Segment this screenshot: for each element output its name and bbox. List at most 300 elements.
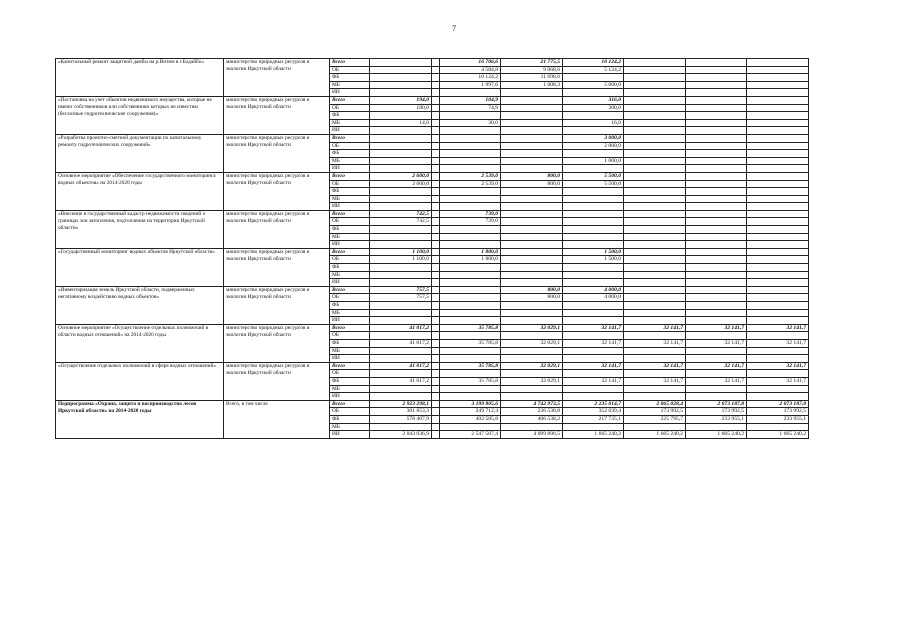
funding-source: Всего: [330, 248, 370, 256]
amount-cell: [747, 370, 809, 378]
amount-cell: [686, 279, 747, 287]
amount-cell: [370, 165, 432, 173]
amount-cell: [747, 302, 809, 310]
amount-cell: 35 785,8: [440, 324, 501, 332]
amount-cell: [501, 385, 563, 393]
amount-cell: [624, 104, 686, 112]
amount-cell: [747, 423, 809, 431]
amount-cell: [440, 317, 501, 325]
amount-cell: [624, 370, 686, 378]
amount-cell: [624, 59, 686, 67]
funding-table: [55, 58, 809, 439]
measure-name: «Капитальный ремонт защитной дамбы на р.Витим в г.Бодайбо»: [56, 59, 224, 97]
amount-cell: [686, 302, 747, 310]
amount-cell: [686, 226, 747, 234]
amount-cell: 2 073 187,8: [747, 400, 809, 408]
amount-cell: 2 235 014,7: [563, 400, 624, 408]
amount-cell: [501, 256, 563, 264]
funding-source: ОБ: [330, 332, 370, 340]
amount-cell: 5 500,0: [563, 180, 624, 188]
amount-cell: 32 141,7: [686, 377, 747, 385]
amount-cell: 41 017,2: [370, 324, 432, 332]
amount-cell: [370, 271, 432, 279]
amount-cell: [624, 188, 686, 196]
amount-cell: [563, 271, 624, 279]
amount-cell: [747, 96, 809, 104]
amount-cell: [747, 355, 809, 363]
amount-cell: 406 538,2: [501, 415, 563, 423]
amount-cell: 30,0: [440, 119, 501, 127]
amount-cell: [432, 134, 440, 142]
amount-cell: [686, 74, 747, 82]
amount-cell: [747, 89, 809, 97]
amount-cell: [370, 233, 432, 241]
amount-cell: [432, 112, 440, 120]
amount-cell: [686, 150, 747, 158]
amount-cell: 2 065 028,4: [624, 400, 686, 408]
amount-cell: [440, 423, 501, 431]
amount-cell: [370, 309, 432, 317]
amount-cell: [501, 165, 563, 173]
amount-cell: [432, 400, 440, 408]
amount-cell: [686, 188, 747, 196]
amount-cell: [624, 309, 686, 317]
amount-cell: 32 141,7: [624, 362, 686, 370]
table-row: [56, 400, 809, 408]
amount-cell: [563, 241, 624, 249]
amount-cell: [686, 180, 747, 188]
measure-name: «Инвентаризация земель Иркутской области, подверженных негативному воздействию водных объектов»: [56, 286, 224, 324]
amount-cell: [747, 59, 809, 67]
amount-cell: [624, 271, 686, 279]
funding-source: ФБ: [330, 415, 370, 423]
amount-cell: [624, 393, 686, 401]
amount-cell: [440, 393, 501, 401]
amount-cell: [501, 195, 563, 203]
amount-cell: [432, 423, 440, 431]
amount-cell: 32 141,7: [563, 324, 624, 332]
executor-name: министерство природных ресурсов и экологии Иркутской области: [224, 59, 330, 97]
amount-cell: [747, 66, 809, 74]
amount-cell: 1 100,0: [370, 248, 432, 256]
amount-cell: [432, 59, 440, 67]
funding-source: ИИ: [330, 393, 370, 401]
funding-source: ИИ: [330, 431, 370, 439]
executor-name: министерство природных ресурсов и экологии Иркутской области: [224, 324, 330, 362]
amount-cell: [686, 119, 747, 127]
amount-cell: 35 785,8: [440, 362, 501, 370]
funding-source: МБ: [330, 233, 370, 241]
amount-cell: [686, 317, 747, 325]
amount-cell: [432, 248, 440, 256]
funding-source: МБ: [330, 119, 370, 127]
amount-cell: 41 017,2: [370, 377, 432, 385]
amount-cell: [686, 241, 747, 249]
amount-cell: [747, 119, 809, 127]
amount-cell: 2 547 507,4: [440, 431, 501, 439]
amount-cell: [440, 241, 501, 249]
amount-cell: 301 853,3: [370, 408, 432, 416]
amount-cell: [686, 172, 747, 180]
amount-cell: [370, 279, 432, 287]
amount-cell: [370, 66, 432, 74]
amount-cell: 4 099 896,5: [501, 431, 563, 439]
amount-cell: [432, 74, 440, 82]
amount-cell: [624, 355, 686, 363]
amount-cell: [686, 112, 747, 120]
measure-name: Основное мероприятие «Осуществление отдельных полномочий в области водных отношений» на 2014-2020 годы: [56, 324, 224, 362]
amount-cell: [624, 302, 686, 310]
amount-cell: [440, 302, 501, 310]
amount-cell: [686, 96, 747, 104]
amount-cell: [440, 188, 501, 196]
amount-cell: [686, 248, 747, 256]
amount-cell: [501, 112, 563, 120]
measure-name: «Разработка проектно-сметной документации по капитальному ремонту гидротехнических сооружений»: [56, 134, 224, 172]
amount-cell: 2 923 298,1: [370, 400, 432, 408]
amount-cell: [440, 226, 501, 234]
amount-cell: [432, 172, 440, 180]
amount-cell: [624, 226, 686, 234]
amount-cell: 1 100,0: [370, 256, 432, 264]
funding-source: ФБ: [330, 264, 370, 272]
amount-cell: [624, 248, 686, 256]
amount-cell: [624, 218, 686, 226]
amount-cell: [432, 355, 440, 363]
amount-cell: [501, 370, 563, 378]
amount-cell: 2 073 187,8: [686, 400, 747, 408]
amount-cell: 2 539,0: [440, 172, 501, 180]
amount-cell: [624, 256, 686, 264]
amount-cell: 249 712,4: [440, 408, 501, 416]
amount-cell: [686, 66, 747, 74]
amount-cell: [624, 279, 686, 287]
funding-source: ФБ: [330, 226, 370, 234]
amount-cell: [432, 408, 440, 416]
amount-cell: [624, 423, 686, 431]
amount-cell: 1 665 240,2: [563, 431, 624, 439]
amount-cell: [370, 74, 432, 82]
amount-cell: 800,0: [501, 294, 563, 302]
table-row: [56, 172, 809, 180]
amount-cell: 10 124,2: [563, 59, 624, 67]
amount-cell: [747, 248, 809, 256]
amount-cell: [563, 233, 624, 241]
amount-cell: [440, 332, 501, 340]
amount-cell: [501, 248, 563, 256]
amount-cell: [432, 279, 440, 287]
table-row: [56, 134, 809, 142]
amount-cell: 5 500,0: [563, 172, 624, 180]
amount-cell: [432, 393, 440, 401]
amount-cell: 41 017,2: [370, 362, 432, 370]
amount-cell: [501, 134, 563, 142]
amount-cell: 32 141,7: [624, 339, 686, 347]
amount-cell: [432, 377, 440, 385]
amount-cell: 32 141,7: [686, 362, 747, 370]
amount-cell: [686, 271, 747, 279]
amount-cell: [440, 157, 501, 165]
table-row: [56, 96, 809, 104]
funding-source: ИИ: [330, 127, 370, 135]
amount-cell: [432, 324, 440, 332]
amount-cell: [432, 362, 440, 370]
amount-cell: [432, 302, 440, 310]
amount-cell: 32 141,7: [624, 377, 686, 385]
amount-cell: [432, 264, 440, 272]
amount-cell: [747, 286, 809, 294]
funding-source: Всего: [330, 286, 370, 294]
amount-cell: [432, 233, 440, 241]
table-row: [56, 248, 809, 256]
amount-cell: [432, 157, 440, 165]
amount-cell: [624, 195, 686, 203]
amount-cell: [501, 188, 563, 196]
amount-cell: [747, 210, 809, 218]
amount-cell: [501, 423, 563, 431]
amount-cell: [747, 256, 809, 264]
amount-cell: 225 795,7: [624, 415, 686, 423]
amount-cell: [686, 332, 747, 340]
amount-cell: 5 000,0: [563, 81, 624, 89]
amount-cell: [624, 241, 686, 249]
measure-name: «Постановка на учет объектов недвижимого имущества, которые не имеют собственников или собственники которых не известны (бесхозные гидротехнические сооружения)»: [56, 96, 224, 134]
amount-cell: 74,9: [440, 104, 501, 112]
measure-name: «Внесение в государственный кадастр недвижимости сведений о границах зон затопления, подтопления на территории Иркутской области»: [56, 210, 224, 248]
amount-cell: 11 698,6: [501, 74, 563, 82]
funding-source: ОБ: [330, 180, 370, 188]
funding-source: ИИ: [330, 317, 370, 325]
amount-cell: 739,0: [440, 218, 501, 226]
amount-cell: [370, 332, 432, 340]
amount-cell: [370, 142, 432, 150]
measure-name: Подпрограмма «Охрана, защита и воспроизводство лесов Иркутской области» на 2014-2020 годы: [56, 400, 224, 438]
funding-source: Всего: [330, 134, 370, 142]
amount-cell: [624, 294, 686, 302]
amount-cell: [440, 264, 501, 272]
amount-cell: [686, 309, 747, 317]
amount-cell: [432, 271, 440, 279]
amount-cell: 402 585,8: [440, 415, 501, 423]
amount-cell: 316,0: [563, 96, 624, 104]
amount-cell: [747, 142, 809, 150]
amount-cell: [747, 332, 809, 340]
funding-source: Всего: [330, 59, 370, 67]
amount-cell: [432, 150, 440, 158]
amount-cell: [440, 195, 501, 203]
funding-source: ФБ: [330, 150, 370, 158]
amount-cell: [501, 150, 563, 158]
amount-cell: [747, 385, 809, 393]
amount-cell: 1 008,3: [501, 81, 563, 89]
funding-source: ОБ: [330, 142, 370, 150]
amount-cell: 32 141,7: [624, 324, 686, 332]
table-row: [56, 59, 809, 67]
amount-cell: [563, 210, 624, 218]
amount-cell: [686, 347, 747, 355]
executor-name: министерство природных ресурсов и экологии Иркутской области: [224, 362, 330, 400]
amount-cell: [686, 393, 747, 401]
amount-cell: [686, 157, 747, 165]
amount-cell: 742,5: [370, 210, 432, 218]
amount-cell: [501, 226, 563, 234]
funding-source: Всего: [330, 210, 370, 218]
amount-cell: [370, 241, 432, 249]
executor-name: министерство природных ресурсов и экологии Иркутской области: [224, 286, 330, 324]
amount-cell: 16 706,6: [440, 59, 501, 67]
amount-cell: [501, 89, 563, 97]
amount-cell: [370, 302, 432, 310]
funding-source: ОБ: [330, 294, 370, 302]
amount-cell: 173 992,5: [686, 408, 747, 416]
amount-cell: 10 124,2: [440, 74, 501, 82]
amount-cell: 32 029,1: [501, 362, 563, 370]
amount-cell: 3 000,0: [563, 134, 624, 142]
amount-cell: [370, 317, 432, 325]
amount-cell: [747, 233, 809, 241]
amount-cell: [747, 226, 809, 234]
amount-cell: [432, 332, 440, 340]
executor-name: министерство природных ресурсов и экологии Иркутской области: [224, 210, 330, 248]
amount-cell: [686, 203, 747, 211]
amount-cell: [624, 317, 686, 325]
funding-source: МБ: [330, 385, 370, 393]
amount-cell: [686, 294, 747, 302]
amount-cell: [747, 74, 809, 82]
amount-cell: [563, 355, 624, 363]
amount-cell: [747, 393, 809, 401]
executor-name: министерство природных ресурсов и экологии Иркутской области: [224, 96, 330, 134]
amount-cell: 180,0: [370, 104, 432, 112]
amount-cell: [624, 157, 686, 165]
amount-cell: [501, 142, 563, 150]
amount-cell: [563, 332, 624, 340]
amount-cell: [747, 134, 809, 142]
amount-cell: [370, 150, 432, 158]
amount-cell: [370, 423, 432, 431]
amount-cell: [432, 210, 440, 218]
amount-cell: 41 017,2: [370, 339, 432, 347]
amount-cell: [370, 385, 432, 393]
amount-cell: [624, 264, 686, 272]
amount-cell: [624, 203, 686, 211]
funding-source: ОБ: [330, 66, 370, 74]
measure-name: «Осуществление отдельных полномочий в сфере водных отношений»: [56, 362, 224, 400]
funding-source: ИИ: [330, 203, 370, 211]
amount-cell: [501, 96, 563, 104]
amount-cell: [624, 150, 686, 158]
amount-cell: [370, 195, 432, 203]
funding-source: МБ: [330, 195, 370, 203]
amount-cell: [624, 74, 686, 82]
amount-cell: [747, 112, 809, 120]
page-number: 7: [452, 24, 456, 33]
amount-cell: [686, 134, 747, 142]
amount-cell: [624, 134, 686, 142]
amount-cell: 5 124,2: [563, 66, 624, 74]
amount-cell: [624, 119, 686, 127]
amount-cell: 1 000,0: [563, 157, 624, 165]
amount-cell: [370, 203, 432, 211]
amount-cell: [624, 96, 686, 104]
amount-cell: 32 141,7: [563, 339, 624, 347]
amount-cell: [686, 165, 747, 173]
amount-cell: [432, 317, 440, 325]
amount-cell: [747, 317, 809, 325]
funding-source: Всего: [330, 362, 370, 370]
amount-cell: [624, 142, 686, 150]
amount-cell: [370, 370, 432, 378]
amount-cell: [370, 393, 432, 401]
amount-cell: [747, 180, 809, 188]
amount-cell: [563, 317, 624, 325]
amount-cell: [624, 233, 686, 241]
amount-cell: 2 539,0: [440, 180, 501, 188]
amount-cell: 4 000,0: [563, 286, 624, 294]
amount-cell: [563, 302, 624, 310]
amount-cell: [563, 89, 624, 97]
funding-source: ОБ: [330, 408, 370, 416]
amount-cell: [563, 74, 624, 82]
amount-cell: 742,5: [370, 218, 432, 226]
amount-cell: 21 775,5: [501, 59, 563, 67]
amount-cell: 233 955,1: [686, 415, 747, 423]
amount-cell: [624, 112, 686, 120]
amount-cell: [747, 127, 809, 135]
funding-source: МБ: [330, 309, 370, 317]
amount-cell: 757,5: [370, 294, 432, 302]
amount-cell: [370, 134, 432, 142]
amount-cell: [432, 119, 440, 127]
funding-source: Всего: [330, 324, 370, 332]
amount-cell: [563, 127, 624, 135]
amount-cell: [747, 81, 809, 89]
amount-cell: 4 000,0: [563, 294, 624, 302]
amount-cell: [501, 355, 563, 363]
amount-cell: [432, 339, 440, 347]
amount-cell: 739,0: [440, 210, 501, 218]
amount-cell: [432, 370, 440, 378]
amount-cell: [501, 393, 563, 401]
amount-cell: [501, 271, 563, 279]
amount-cell: [501, 210, 563, 218]
amount-cell: [432, 142, 440, 150]
funding-source: ФБ: [330, 74, 370, 82]
amount-cell: [624, 165, 686, 173]
amount-cell: [624, 347, 686, 355]
amount-cell: [501, 332, 563, 340]
amount-cell: [686, 423, 747, 431]
amount-cell: 32 141,7: [686, 339, 747, 347]
amount-cell: [370, 264, 432, 272]
amount-cell: [686, 355, 747, 363]
amount-cell: [563, 112, 624, 120]
amount-cell: 2 600,0: [370, 172, 432, 180]
amount-cell: [432, 66, 440, 74]
amount-cell: [432, 195, 440, 203]
amount-cell: [501, 264, 563, 272]
amount-cell: [440, 294, 501, 302]
amount-cell: [370, 347, 432, 355]
amount-cell: 1 500,0: [563, 256, 624, 264]
funding-source: ОБ: [330, 218, 370, 226]
amount-cell: 1 665 240,2: [686, 431, 747, 439]
table-row: [56, 324, 809, 332]
amount-cell: [432, 188, 440, 196]
amount-cell: 194,0: [370, 96, 432, 104]
amount-cell: [624, 210, 686, 218]
amount-cell: 32 141,7: [563, 377, 624, 385]
